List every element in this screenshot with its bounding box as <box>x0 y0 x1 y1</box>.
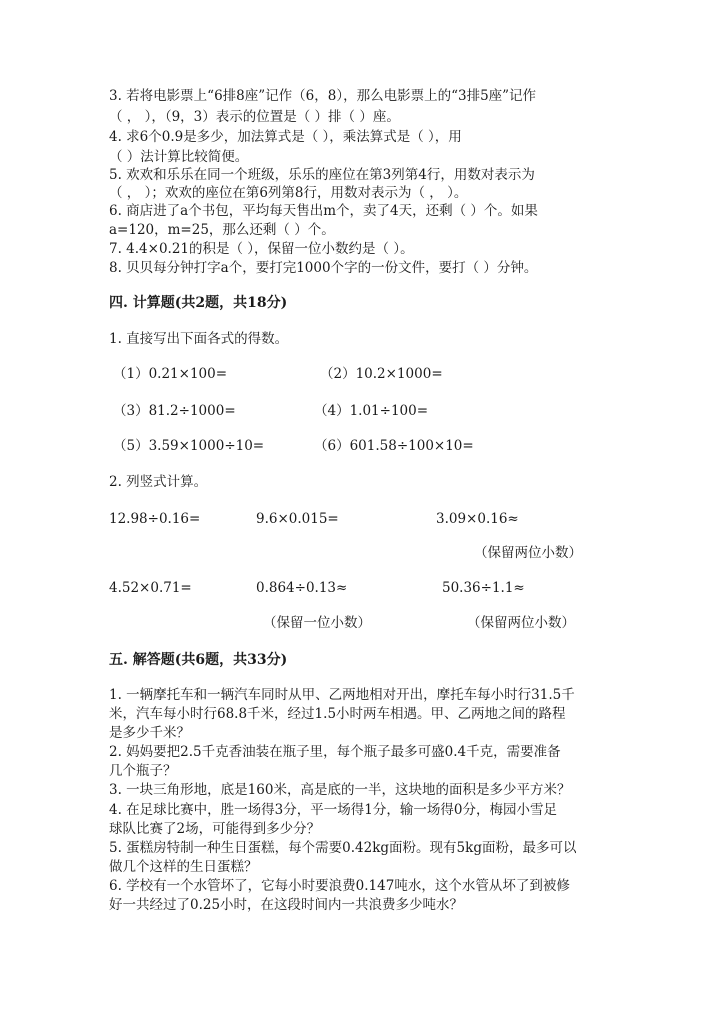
calc-item: （1）0.21×100= <box>113 366 228 382</box>
fill-line: （ ）法计算比较简便。 <box>109 149 249 165</box>
section-heading-answer: 五. 解答题(共6题，共33分) <box>109 652 288 668</box>
fill-line: （ ， ）；欢欢的座位在第6列第8行，用数对表示为（ ， ）。 <box>109 185 468 201</box>
calc-item: （5）3.59×1000÷10= <box>113 438 265 454</box>
fill-line: 5. 欢欢和乐乐在同一个班级，乐乐的座位在第3列第4行，用数对表示为 <box>109 167 535 183</box>
answer-line: 2. 妈妈要把2.5千克香油装在瓶子里，每个瓶子最多可盛0.4千克，需要准备 <box>109 744 561 760</box>
fill-line: （ ， ），（9，3）表示的位置是（ ）排（ ）座。 <box>109 109 400 125</box>
answer-line: 3. 一块三角形地，底是160米，高是底的一半，这块地的面积是多少平方米？ <box>109 782 571 798</box>
calc-item: （2）10.2×1000= <box>320 366 443 382</box>
answer-line: 1. 一辆摩托车和一辆汽车同时从甲、乙两地相对开出，摩托车每小时行31.5千 <box>109 687 575 703</box>
vertical-calc-item: 9.6×0.015= <box>256 511 339 527</box>
answer-line: 做几个这样的生日蛋糕？ <box>109 859 258 875</box>
fill-line: 8. 贝贝每分钟打字a个，要打完1000个字的一份文件，要打（ ）分钟。 <box>109 260 538 276</box>
question-title: 1. 直接写出下面各式的得数。 <box>109 331 289 347</box>
answer-line: 球队比赛了2场，可能得到多少分？ <box>109 821 321 837</box>
fill-line: 4. 求6个0.9是多少，加法算式是（ ），乘法算式是（ ），用 <box>109 129 462 145</box>
answer-line: 6. 学校有一个水管坏了，它每小时要浪费0.147吨水，这个水管从坏了到被修 <box>109 878 570 894</box>
question-title: 2. 列竖式计算。 <box>109 474 208 490</box>
calc-item: （6）601.58÷100×10= <box>314 438 474 454</box>
answer-line: 4. 在足球比赛中，胜一场得3分，平一场得1分，输一场得0分，梅园小雪足 <box>109 802 557 818</box>
answer-line: 米，汽车每小时行68.8千米，经过1.5小时两车相遇。甲、乙两地之间的路程 <box>109 706 566 722</box>
rounding-note: （保留两位小数） <box>474 545 582 561</box>
rounding-note: （保留两位小数） <box>467 615 575 631</box>
fill-line: 7. 4.4×0.21的积是（ ），保留一位小数约是（ ）。 <box>109 241 414 257</box>
fill-line: 6. 商店进了a个书包，平均每天售出m个，卖了4天，还剩（ ）个。如果 <box>109 203 538 219</box>
vertical-calc-item: 4.52×0.71= <box>109 580 192 596</box>
vertical-calc-item: 3.09×0.16≈ <box>436 511 519 527</box>
vertical-calc-item: 12.98÷0.16= <box>109 511 201 527</box>
calc-item: （4）1.01÷100= <box>314 403 429 419</box>
fill-line: a=120，m=25，那么还剩（ ）个。 <box>109 222 335 238</box>
vertical-calc-item: 50.36÷1.1≈ <box>442 580 525 596</box>
calc-item: （3）81.2÷1000= <box>113 403 236 419</box>
answer-line: 是多少千米？ <box>109 725 190 741</box>
answer-line: 几个瓶子？ <box>109 763 177 779</box>
fill-line: 3. 若将电影票上“6排8座”记作（6，8），那么电影票上的“3排5座”记作 <box>109 88 537 104</box>
rounding-note: （保留一位小数） <box>263 615 371 631</box>
answer-line: 5. 蛋糕房特制一种生日蛋糕，每个需要0.42kg面粉。现有5kg面粉，最多可以 <box>109 840 577 856</box>
vertical-calc-item: 0.864÷0.13≈ <box>256 580 348 596</box>
section-heading-calc: 四. 计算题(共2题，共18分) <box>109 295 288 311</box>
answer-line: 好一共经过了0.25小时，在这段时间内一共浪费多少吨水？ <box>109 897 464 913</box>
